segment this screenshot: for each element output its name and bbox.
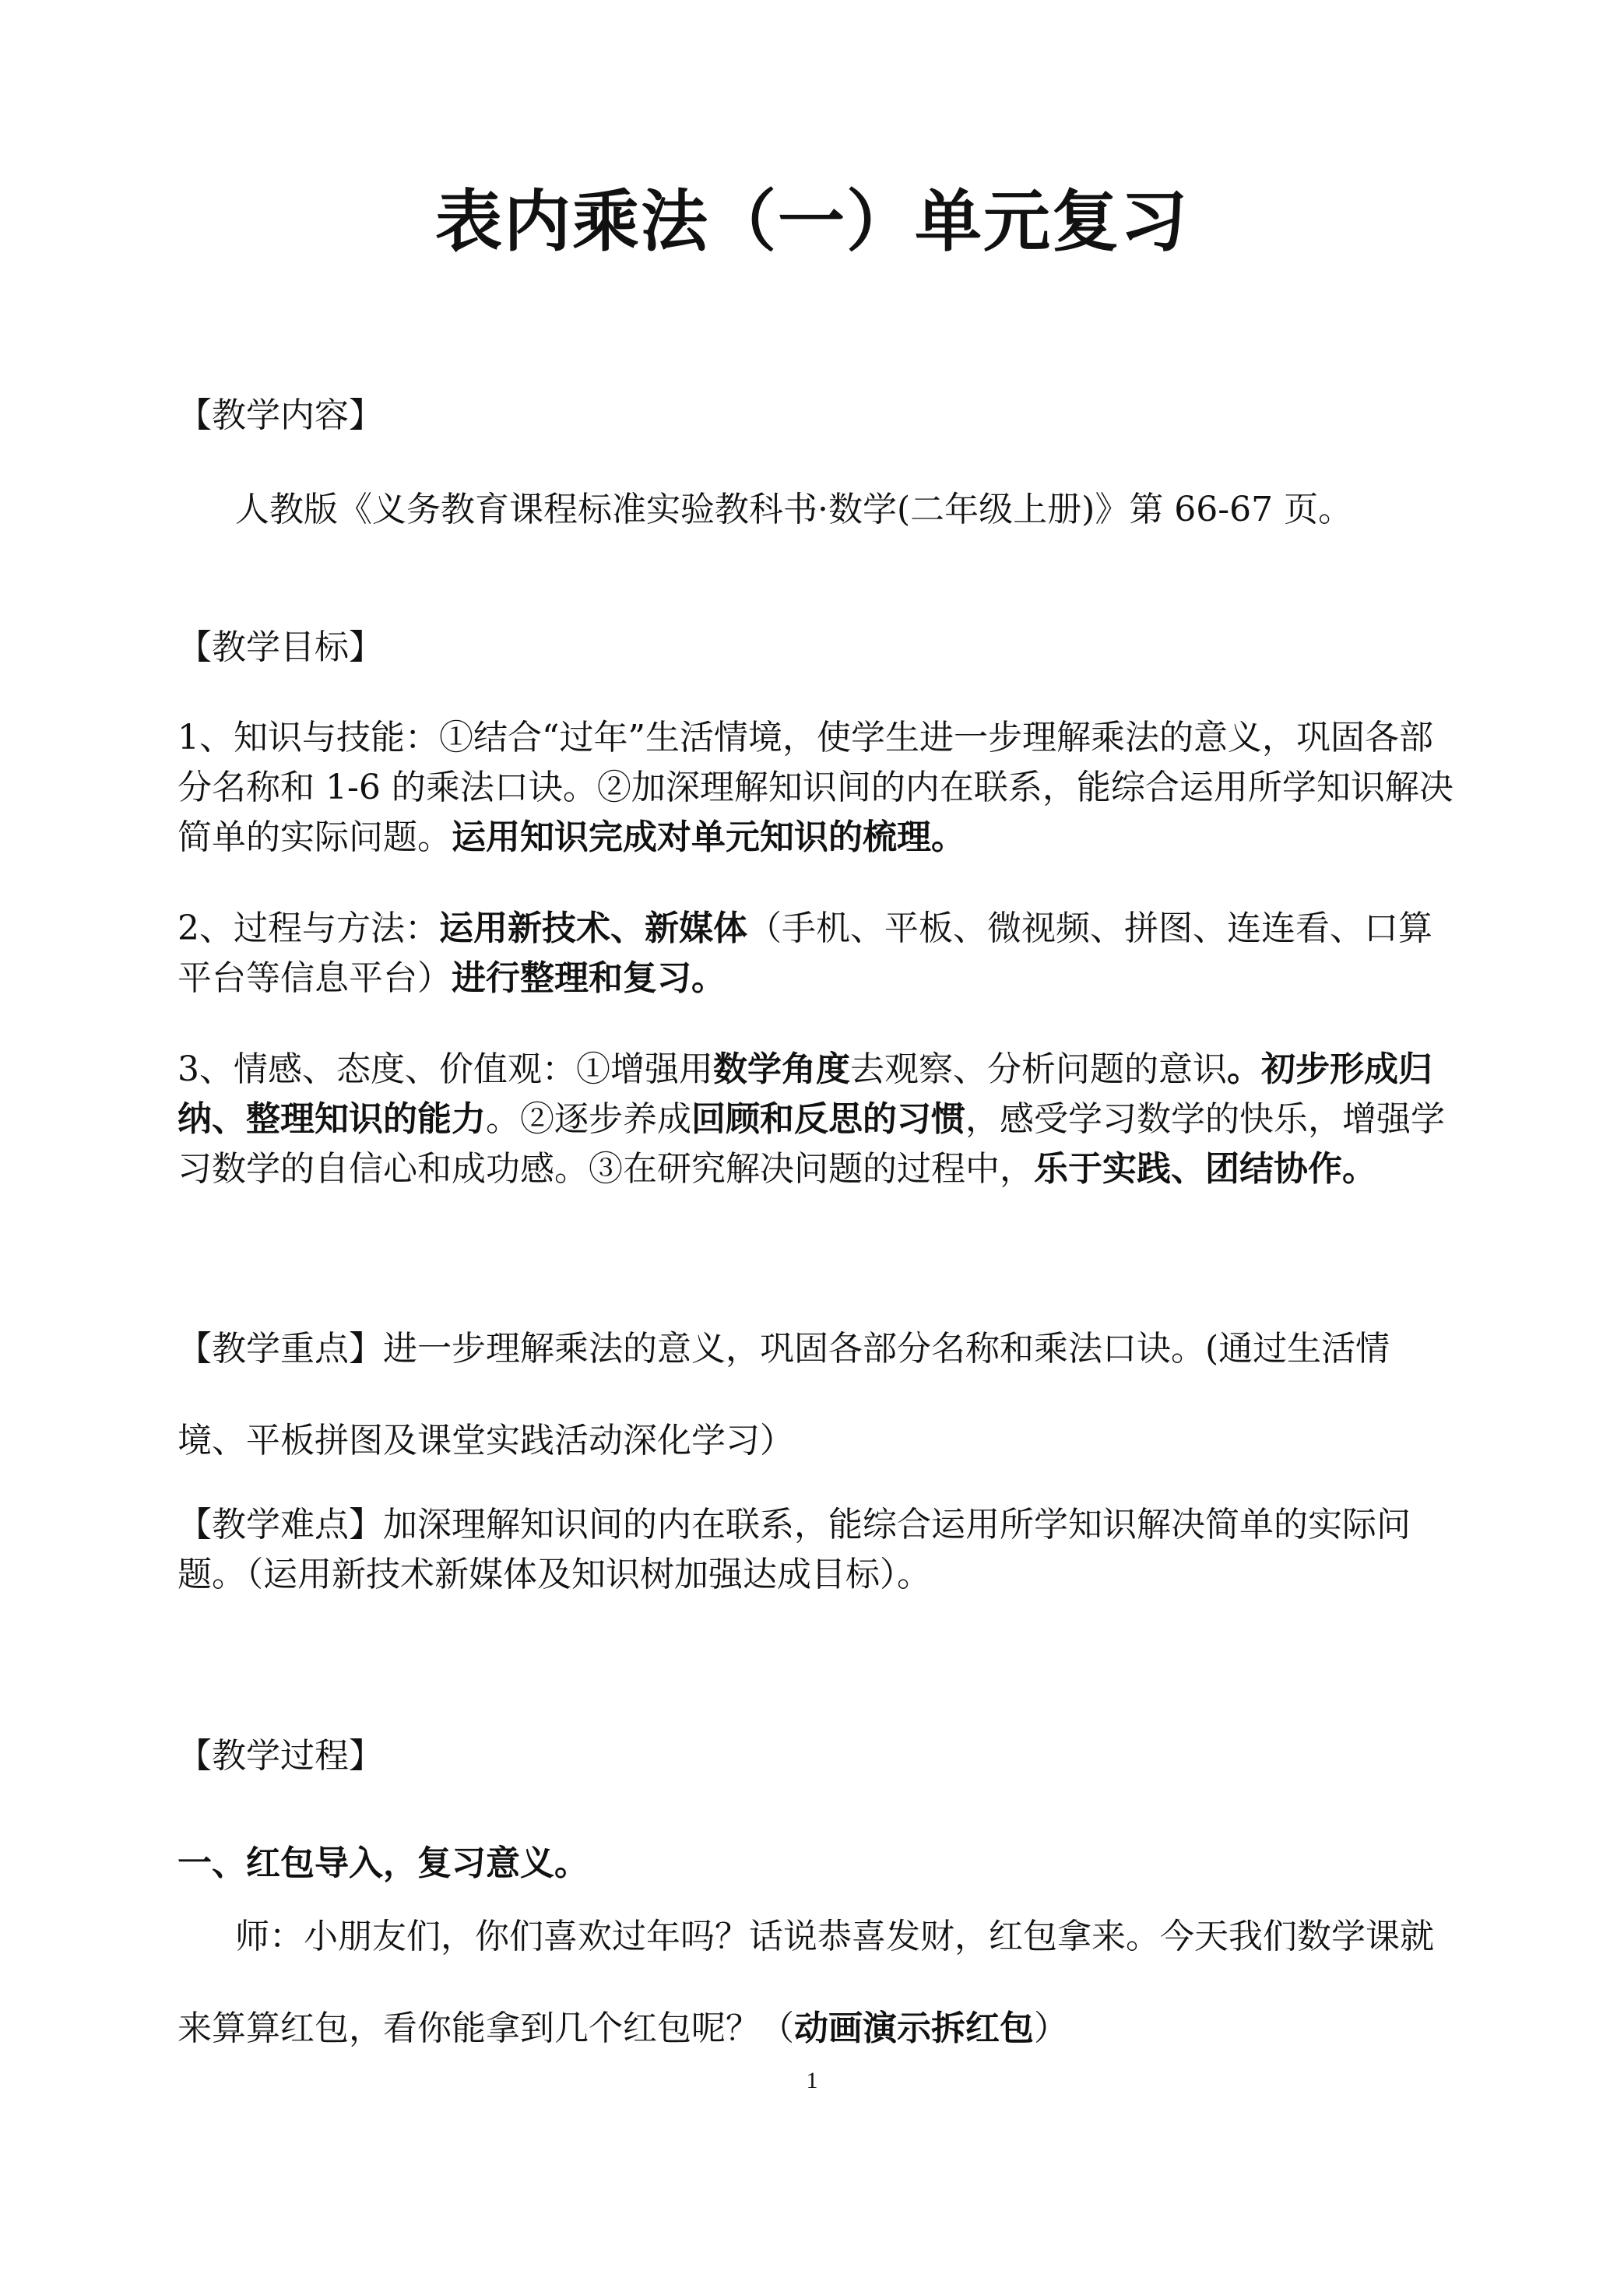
step1-text-a: 师：小朋友们，你们喜欢过年吗？话说恭喜发财，红包拿来。今天我们数学课就来算算红包，看你能拿到几个红包呢？（ (178, 1917, 1434, 2048)
goal-emotion-values (178, 1045, 1454, 1194)
step1-bold: 动画演示拆红包 (794, 2009, 1034, 2048)
goal-process-methods (178, 904, 1454, 1003)
difficulties: 【教学难点】加深理解知识间的内在联系，能综合运用所学知识解决简单的实际问题。（运用新技术新媒体及知识树加强达成目标）。 (178, 1505, 1411, 1594)
goal1-text: 1、知识与技能：①结合“过年”生活情境，使学生进一步理解乘法的意义，巩固各部分名称和 1-6 的乘法口诀。②加深理解知识间的内在联系，能综合运用所学知识解决简单的实际问题。 (178, 718, 1454, 857)
process-heading: 【教学过程】 (178, 1736, 383, 1776)
goal2-text: （手机、平板、微视频、拼图、连连看、口算平台等信息平台） (178, 909, 1432, 998)
key-points: 【教学重点】进一步理解乘法的意义，巩固各部分名称和乘法口诀。(通过生活情境、平板拼图及课堂实践活动深化学习） (178, 1329, 1390, 1460)
goal3-bold-d: 乐于实践、团结协作。 (1034, 1149, 1376, 1189)
goal3-bold-b: 整理知识的能力 (246, 1099, 486, 1139)
content-text: 人教版《义务教育课程标准实验教科书·数学(二年级上册)》第 66-67 页。 (235, 490, 1353, 529)
goal1-bold: 运用知识完成对单元知识的梳理。 (452, 817, 965, 857)
content-heading: 【教学内容】 (178, 395, 383, 435)
step1-heading: 一、红包导入，复习意义。 (178, 1843, 589, 1883)
step1-text (178, 1891, 1454, 2075)
goal3-text-c: 。初步形成归纳、 (178, 1049, 1432, 1139)
goals-heading: 【教学目标】 (178, 627, 383, 667)
goal3-text-a: 3、情感、态度、价值观：①增强用 (178, 1049, 713, 1089)
goal2-bold-a: 运用新技术、新媒体 (439, 909, 747, 948)
goal2-label: 2、过程与方法： (178, 909, 439, 948)
goal3-bold-c: 回顾和反思的习惯 (691, 1099, 965, 1139)
document-title: 表内乘法（一）单元复习 (435, 183, 1189, 261)
goal-knowledge-skills (178, 713, 1454, 863)
goal2-bold-b: 进行整理和复习。 (452, 958, 726, 998)
goal3-text-b: 去观察、分析问题的意识 (850, 1049, 1227, 1089)
page-number: 1 (806, 2068, 818, 2093)
goal3-bold-a: 数学角度 (713, 1049, 850, 1089)
step1-text-c: ） (1034, 2009, 1068, 2048)
goal3-text-d: 。②逐步养成 (486, 1099, 691, 1139)
goal3-text-e: ，感受学习数学的快乐，增强学习数学的自信心和成功感。③在研究解决问题的过程中， (178, 1099, 1445, 1189)
